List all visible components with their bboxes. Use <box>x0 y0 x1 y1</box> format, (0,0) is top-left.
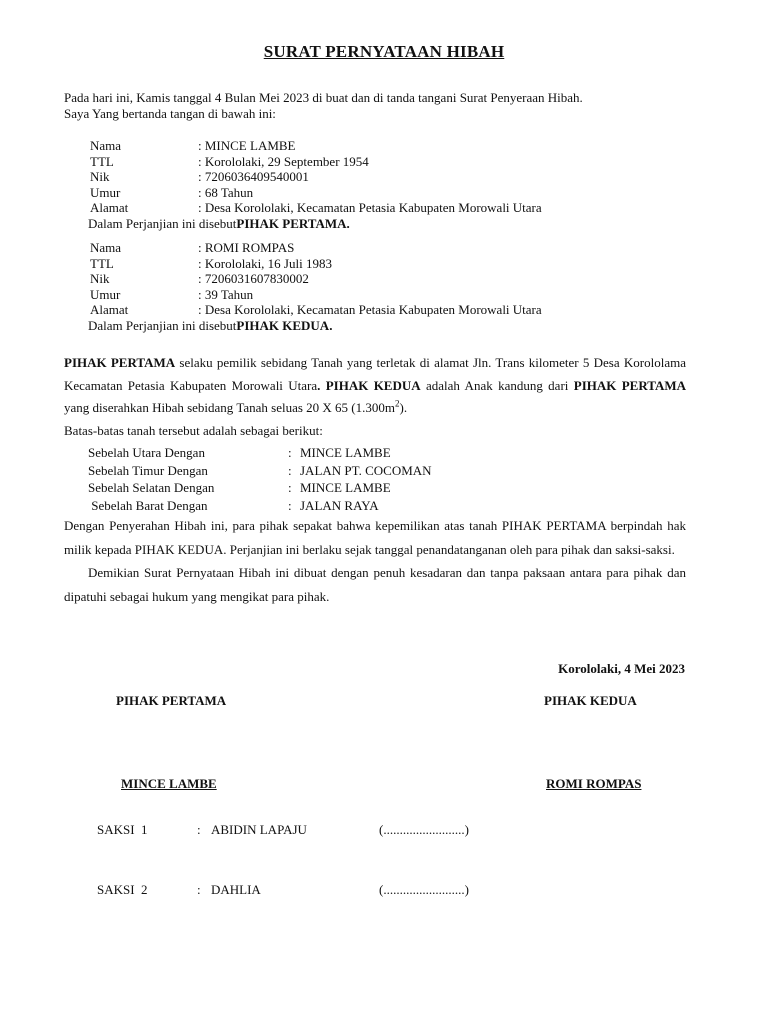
bold-term: PIHAK PERTAMA <box>64 355 176 370</box>
field-value: : Korololaki, 29 September 1954 <box>198 153 369 169</box>
witness-signature-line: (.........................) <box>379 822 469 837</box>
field-label: Nik <box>90 169 110 184</box>
signature-name-left: MINCE LAMBE <box>121 776 217 791</box>
party-one-block <box>90 138 690 231</box>
bold-term: . PIHAK KEDUA <box>317 377 421 393</box>
intro-line-1: Pada hari ini, Kamis tanggal 4 Bulan Mei 2023 di buat dan di tanda tangani Surat Penyeraan Hibah. <box>64 90 583 105</box>
superscript: 2 <box>395 398 400 409</box>
field-label: TTL <box>90 153 114 169</box>
party-two-designation: PIHAK KEDUA. <box>236 317 333 333</box>
transfer-paragraph: Dengan Penyerahan Hibah ini, para pihak sepakat bahwa kepemilikan atas tanah PIHAK PERTAMA berpindah hak milik kepada PIHAK KEDUA. Perjanjian ini berlaku sejak tanggal penandatanganan oleh para pihak dan saksi-saksi. <box>64 518 686 557</box>
bold-term: PIHAK PERTAMA <box>573 377 687 393</box>
party-one-address-row <box>90 200 690 216</box>
party-two-age-row <box>90 287 690 303</box>
party-two-name-row <box>90 240 690 256</box>
field-value: : 68 Tahun <box>198 184 254 200</box>
field-label: Alamat <box>90 200 129 215</box>
description-text: Dalam Perjanjian ini disebut <box>88 215 237 231</box>
witness-name: ABIDIN LAPAJU <box>211 822 307 837</box>
witness-signature-line: (.........................) <box>379 882 469 897</box>
party-two-block <box>90 240 690 333</box>
field-label: Nama <box>90 240 122 255</box>
witness-colon: : <box>197 882 201 897</box>
party-two-ttl-row <box>90 256 690 272</box>
place-date: Korololaki, 4 Mei 2023 <box>558 661 685 676</box>
party-two-address-row <box>90 302 690 318</box>
border-west <box>88 498 648 516</box>
party-two-nik-row <box>90 271 690 287</box>
land-borders-list <box>88 445 648 515</box>
party-one-name-row <box>90 138 690 154</box>
field-value: : Desa Korololaki, Kecamatan Petasia Kabupaten Morowali Utara <box>198 302 542 317</box>
border-value: JALAN PT. COCOMAN <box>300 462 432 478</box>
party-one-designation: PIHAK PERTAMA. <box>236 215 350 231</box>
field-label: Alamat <box>90 302 129 317</box>
border-label: Sebelah Barat Dengan <box>88 497 208 513</box>
party-one-description <box>88 216 690 232</box>
field-label: Nama <box>90 138 122 153</box>
closing-statement: Demikian Surat Pernyataan Hibah ini dibuat dengan penuh kesadaran dan tanpa paksaan antara para pihak dan dipatuhi sebagai hukum yang mengikat para pihak. <box>64 565 686 604</box>
description-text: Dalam Perjanjian ini disebut <box>88 317 237 333</box>
party-one-ttl-row <box>90 154 690 170</box>
field-label: Nik <box>90 271 110 286</box>
field-value: : Korololaki, 16 Juli 1983 <box>198 255 332 271</box>
field-value: : 39 Tahun <box>198 286 254 302</box>
field-label: TTL <box>90 255 114 271</box>
border-south <box>88 480 648 498</box>
border-value: JALAN RAYA <box>300 497 379 513</box>
document-title: SURAT PERNYATAAN HIBAH <box>263 42 505 61</box>
witness-colon: : <box>197 822 201 837</box>
witness-row-2 <box>97 882 517 898</box>
border-colon: : <box>288 480 292 495</box>
border-label: Sebelah Selatan Dengan <box>88 480 215 495</box>
intro-line-2: Saya Yang bertanda tangan di bawah ini: <box>64 105 276 121</box>
border-colon: : <box>288 462 292 478</box>
border-label: Sebelah Timur Dengan <box>88 462 208 478</box>
paragraph-text: selaku pemilik sebidang Tanah yang terletak di alamat Jln. Trans kilometer 5 Desa Korololama Kecamatan Petasia Kabupaten Morowali Utara <box>64 355 686 393</box>
field-value: : 7206031607830002 <box>198 271 309 286</box>
border-colon: : <box>288 497 292 513</box>
witness-number: 2 <box>141 882 148 897</box>
borders-intro: Batas-batas tanah tersebut adalah sebagai berikut: <box>64 422 323 438</box>
border-north <box>88 445 648 463</box>
witness-label: SAKSI <box>97 822 135 837</box>
border-value: MINCE LAMBE <box>300 480 391 495</box>
party-one-age-row <box>90 185 690 201</box>
intro-paragraph <box>64 90 686 121</box>
witness-label: SAKSI <box>97 882 135 897</box>
field-value: : Desa Korololaki, Kecamatan Petasia Kabupaten Morowali Utara <box>198 200 542 215</box>
land-description-text <box>64 352 686 420</box>
witness-row-1 <box>97 822 517 838</box>
border-east <box>88 463 648 481</box>
paragraph-text: yang diserahkan Hibah sebidang Tanah seluas 20 X 65 (1.300m <box>64 400 395 415</box>
field-label: Umur <box>90 184 121 200</box>
field-value: : ROMI ROMPAS <box>198 240 295 255</box>
closing-paragraphs <box>64 514 686 608</box>
signature-label-left: PIHAK PERTAMA <box>116 693 227 708</box>
field-label: Umur <box>90 286 121 302</box>
land-description-paragraph <box>64 352 686 442</box>
field-value: : 7206036409540001 <box>198 169 309 184</box>
party-one-nik-row <box>90 169 690 185</box>
paragraph-text: adalah Anak kandung dari <box>420 377 574 393</box>
paragraph-text: ). <box>399 400 408 415</box>
border-value: MINCE LAMBE <box>300 445 391 460</box>
signature-name-right: ROMI ROMPAS <box>546 776 642 791</box>
signature-label-right: PIHAK KEDUA <box>544 693 637 708</box>
party-two-description <box>88 318 690 334</box>
witness-name: DAHLIA <box>211 882 261 897</box>
border-label: Sebelah Utara Dengan <box>88 445 205 460</box>
border-colon: : <box>288 445 292 460</box>
field-value: : MINCE LAMBE <box>198 138 296 153</box>
witness-number: 1 <box>141 822 148 837</box>
